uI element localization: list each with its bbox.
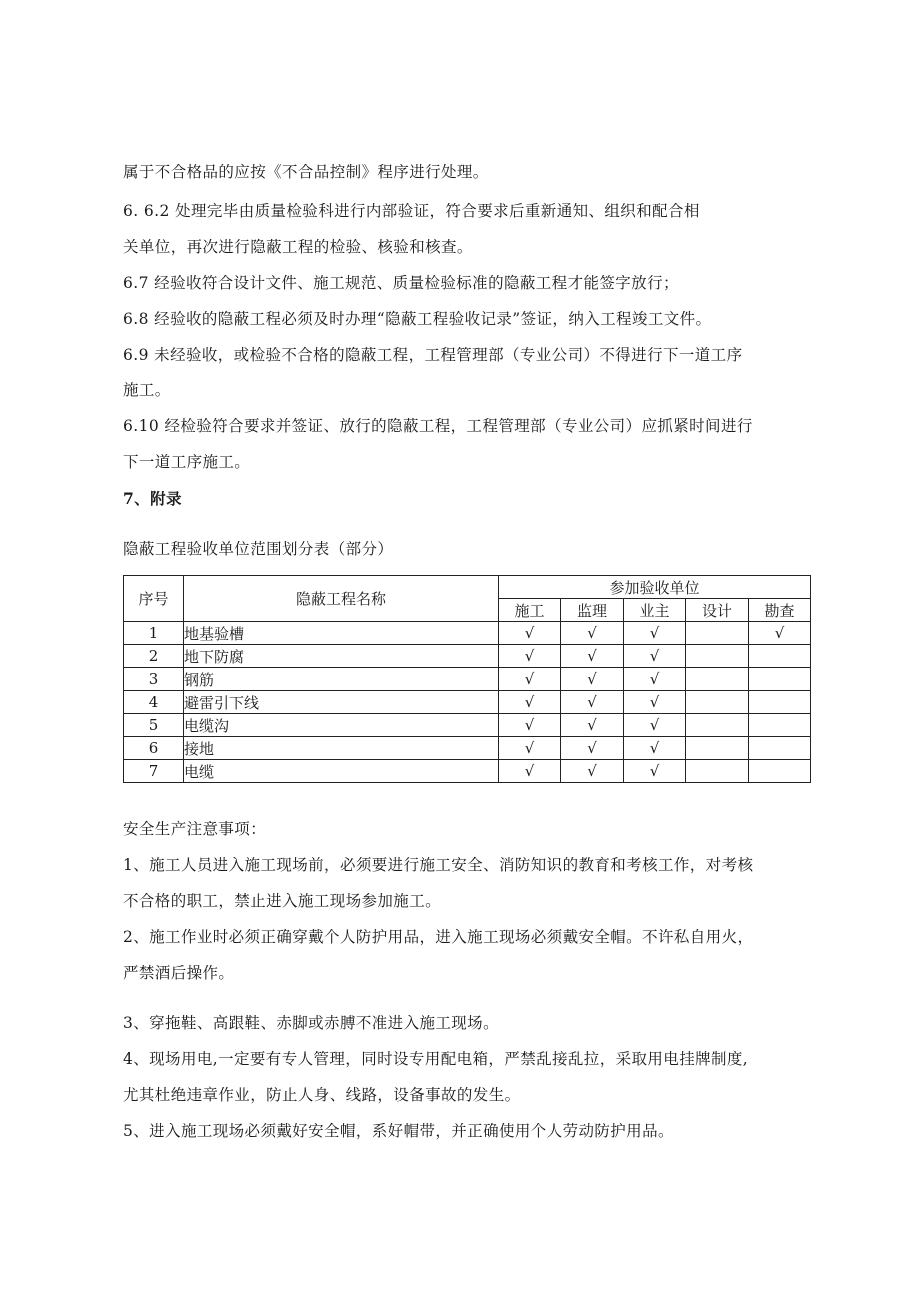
safety-line: 4、现场用电,一定要有专人管理，同时设专用配电箱，严禁乱接乱拉，采取用电挂牌制度, <box>123 1050 749 1068</box>
header-unit: 设计 <box>686 599 749 622</box>
table-row <box>124 691 811 714</box>
header-unit: 监理 <box>561 599 624 622</box>
paragraph-line: 6.9 未经验收，或检验不合格的隐蔽工程，工程管理部（专业公司）不得进行下一道工序 <box>123 346 743 364</box>
header-units-group: 参加验收单位 <box>499 576 811 599</box>
header-unit: 施工 <box>499 599 561 622</box>
row-name: 电缆 <box>184 760 499 783</box>
check-mark <box>686 622 749 645</box>
check-mark: √ <box>624 622 686 645</box>
paragraph-line: 6. 6.2 处理完毕由质量检验科进行内部验证，符合要求后重新通知、组织和配合相 <box>123 202 700 220</box>
table-caption: 隐蔽工程验收单位范围划分表（部分） <box>123 540 394 558</box>
safety-line: 严禁酒后操作。 <box>123 964 235 982</box>
check-mark: √ <box>499 645 561 668</box>
check-mark: √ <box>624 737 686 760</box>
check-mark: √ <box>499 737 561 760</box>
check-mark: √ <box>561 760 624 783</box>
table-row <box>124 622 811 645</box>
header-unit: 业主 <box>624 599 686 622</box>
check-mark: √ <box>624 668 686 691</box>
acceptance-table <box>123 575 811 783</box>
safety-line: 1、施工人员进入施工现场前，必须要进行施工安全、消防知识的教育和考核工作，对考核 <box>123 856 754 874</box>
check-mark: √ <box>499 691 561 714</box>
row-name: 地下防腐 <box>184 645 499 668</box>
check-mark: √ <box>561 668 624 691</box>
safety-line: 5、进入施工现场必须戴好安全帽，系好帽带，并正确使用个人劳动防护用品。 <box>123 1122 674 1140</box>
check-mark <box>686 645 749 668</box>
safety-line: 尤其杜绝违章作业，防止人身、线路，设备事故的发生。 <box>123 1086 521 1104</box>
paragraph-line: 6.7 经验收符合设计文件、施工规范、质量检验标准的隐蔽工程才能签字放行； <box>123 274 679 292</box>
table-row <box>124 645 811 668</box>
check-mark: √ <box>499 714 561 737</box>
check-mark: √ <box>499 622 561 645</box>
check-mark <box>749 691 811 714</box>
table-row <box>124 760 811 783</box>
row-name: 电缆沟 <box>184 714 499 737</box>
check-mark <box>749 714 811 737</box>
header-seq: 序号 <box>124 576 184 622</box>
check-mark <box>686 668 749 691</box>
paragraph-line: 属于不合格品的应按《不合品控制》程序进行处理。 <box>123 163 489 181</box>
check-mark <box>749 737 811 760</box>
check-mark: √ <box>624 645 686 668</box>
row-seq: 3 <box>124 668 184 691</box>
header-unit: 勘查 <box>749 599 811 622</box>
row-seq: 7 <box>124 760 184 783</box>
safety-line: 3、穿拖鞋、高跟鞋、赤脚或赤膊不准进入施工现场。 <box>123 1014 499 1032</box>
check-mark: √ <box>624 714 686 737</box>
check-mark <box>686 760 749 783</box>
table-row <box>124 714 811 737</box>
row-name: 避雷引下线 <box>184 691 499 714</box>
check-mark <box>686 691 749 714</box>
paragraph-line: 关单位，再次进行隐蔽工程的检验、核验和核查。 <box>123 238 473 256</box>
safety-line: 2、施工作业时必须正确穿戴个人防护用品，进入施工现场必须戴安全帽。不许私自用火， <box>123 928 754 946</box>
row-name: 钢筋 <box>184 668 499 691</box>
paragraph-line: 施工。 <box>123 381 171 399</box>
row-seq: 4 <box>124 691 184 714</box>
safety-title: 安全生产注意事项： <box>123 820 267 838</box>
safety-line: 不合格的职工，禁止进入施工现场参加施工。 <box>123 892 442 910</box>
table-row <box>124 668 811 691</box>
row-name: 接地 <box>184 737 499 760</box>
check-mark: √ <box>561 622 624 645</box>
row-seq: 5 <box>124 714 184 737</box>
row-seq: 1 <box>124 622 184 645</box>
row-seq: 2 <box>124 645 184 668</box>
check-mark: √ <box>561 737 624 760</box>
check-mark: √ <box>561 691 624 714</box>
appendix-heading: 7、附录 <box>123 489 182 508</box>
paragraph-line: 下一道工序施工。 <box>123 453 251 471</box>
check-mark: √ <box>499 760 561 783</box>
check-mark: √ <box>624 691 686 714</box>
paragraph-line: 6.10 经检验符合要求并签证、放行的隐蔽工程，工程管理部（专业公司）应抓紧时间进行 <box>123 417 753 435</box>
check-mark <box>686 714 749 737</box>
check-mark: √ <box>561 714 624 737</box>
row-name: 地基验槽 <box>184 622 499 645</box>
check-mark: √ <box>561 645 624 668</box>
check-mark: √ <box>624 760 686 783</box>
check-mark <box>686 737 749 760</box>
table-row <box>124 737 811 760</box>
header-name: 隐蔽工程名称 <box>184 576 499 622</box>
paragraph-line: 6.8 经验收的隐蔽工程必须及时办理“隐蔽工程验收记录”签证，纳入工程竣工文件。 <box>123 310 712 328</box>
check-mark: √ <box>749 622 811 645</box>
check-mark <box>749 760 811 783</box>
row-seq: 6 <box>124 737 184 760</box>
check-mark <box>749 668 811 691</box>
check-mark: √ <box>499 668 561 691</box>
check-mark <box>749 645 811 668</box>
